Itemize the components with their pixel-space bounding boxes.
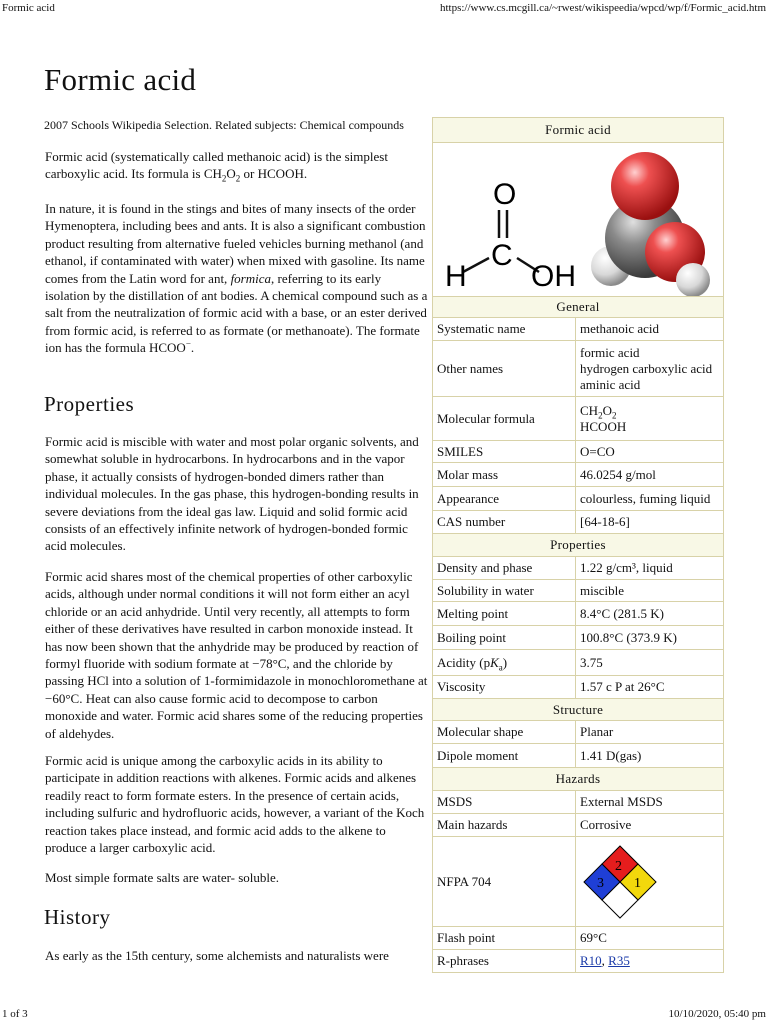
infobox-row-viscosity: Viscosity 1.57 c P at 26°C (433, 676, 723, 699)
print-footer-datetime: 10/10/2020, 05:40 pm (668, 1008, 766, 1020)
page-title: Formic acid (44, 62, 197, 97)
infobox-section-structure: Structure (433, 698, 723, 721)
infobox-row-main-hazards: Main hazards Corrosive (433, 814, 723, 837)
properties-paragraph-3: Formic acid is unique among the carboxylic acids in its ability to participate in addition reactions with alkenes. Formic acids and alkenes readily react to form formate esters. In the presence of certain acids, including sulfuric and hydrofluoric acids, however, a variant of the Koch reaction takes place instead, and formic acid adds to the alkene to produce a larger carboxylic acid. (45, 753, 425, 856)
print-header-url: https://www.cs.mcgill.ca/~rwest/wikispeedia/wpcd/wp/f/Formic_acid.htm (439, 2, 766, 14)
space-filling-model-image (583, 142, 721, 298)
heading-history: History (44, 905, 111, 929)
infobox-row-molar-mass: Molar mass 46.0254 g/mol (433, 463, 723, 487)
infobox-row-molecular-shape: Molecular shape Planar (433, 720, 723, 744)
infobox (432, 117, 724, 973)
infobox-row-cas-number: CAS number [64-18-6] (433, 511, 723, 534)
svg-text:C: C (491, 239, 513, 272)
infobox-row-solubility: Solubility in water miscible (433, 580, 723, 602)
svg-text:OH: OH (531, 260, 576, 293)
infobox-row-boiling-point: Boiling point 100.8°C (373.9 K) (433, 626, 723, 650)
svg-text:3: 3 (597, 875, 604, 891)
heading-properties: Properties (44, 392, 135, 416)
properties-paragraph-1: Formic acid is miscible with water and most polar organic solvents, and somewhat soluble in hydrocarbons. In hydrocarbons and in the vapor phase, it actually consists of hydrogen-bonded dimers rather than individual molecules. In the gas phase, this hydrogen-bonding results in severe deviations from the ideal gas law. Liquid and solid formic acid consists of an effectively infinite network of hydrogen-bonded formic acid molecules. (45, 434, 419, 554)
svg-text:2: 2 (615, 858, 622, 874)
print-header-title: Formic acid (2, 2, 55, 14)
intro-paragraph-2: In nature, it is found in the stings and bites of many insects of the order Hymenoptera, including bees and ants. It is also a significant combustion product resulting from alternative fueled vehicles burning methanol (and ethanol, if contaminated with water) when mixed with gasoline. Its name comes from the Latin word for ant, formica, referring to its early isolation by the distillation of ant bodies. A chemical compound such as a salt from the neutralization of formic acid with a base, or an ester derived from formic acid, is referred to as formate (or methanoate). The formate ion has the formula HCOO−. (45, 201, 428, 356)
svg-text:1: 1 (634, 875, 641, 891)
infobox-row-msds: MSDS External MSDS (433, 790, 723, 814)
infobox-row-dipole-moment: Dipole moment 1.41 D(gas) (433, 744, 723, 768)
infobox-row-smiles: SMILES O=CO (433, 441, 723, 463)
infobox-section-hazards: Hazards (433, 767, 723, 791)
infobox-row-appearance: Appearance colourless, fuming liquid (433, 487, 723, 511)
infobox-section-general: General (433, 296, 723, 318)
infobox-title: Formic acid (433, 117, 723, 143)
svg-text:H: H (445, 260, 467, 293)
infobox-row-flash-point: Flash point 69°C (433, 927, 723, 950)
infobox-row-acidity: Acidity $(pK_a)$ 3.75 (433, 650, 723, 676)
selection-note: 2007 Schools Wikipedia Selection. Related subjects: Chemical compounds (44, 118, 404, 132)
properties-paragraph-4: Most simple formate salts are water- soluble. (45, 870, 280, 885)
r10-link[interactable]: R10 (580, 953, 602, 968)
structural-formula-image (439, 158, 589, 298)
infobox-row-r-phrases: R-phrases R10 , R35 (433, 950, 723, 972)
r35-link[interactable]: R35 (608, 953, 630, 968)
infobox-row-melting-point: Melting point 8.4°C (281.5 K) (433, 602, 723, 626)
intro-paragraph-1: Formic acid (systematically called methanoic acid) is the simplest carboxylic acid. Its formula is $CH_2O_2$ or HCOOH. (45, 149, 388, 184)
infobox-row-other-names: Other names formic acid hydrogen carboxylic acid aminic acid (433, 341, 723, 397)
infobox-row-nfpa-704: NFPA 704 2 3 1 (433, 837, 723, 927)
infobox-section-properties: Properties (433, 533, 723, 557)
infobox-row-systematic-name: Systematic name methanoic acid (433, 317, 723, 341)
print-footer-page: 1 of 3 (2, 1008, 28, 1020)
svg-text:O: O (493, 178, 517, 211)
properties-paragraph-2: Formic acid shares most of the chemical properties of other carboxylic acids, although under normal conditions it will not form either an acyl chloride or an acid anhydride. Until very recently, all attempts to form either of these derivatives have resulted in carbon monoxide instead. It has now been shown that the anhydride may be produced by reaction of formyl fluoride with sodium formate at −78°C, and the chloride by passing HCl into a solution of 1-formimidazole in monochloromethane at −60°C. Heat can also cause formic acid to decompose to carbon monoxide and water. Formic acid shares some of the reducing properties of aldehydes. (45, 569, 428, 741)
nfpa-diamond-icon (580, 842, 660, 922)
infobox-row-density: Density and phase 1.22 g/cm³, liquid (433, 556, 723, 580)
history-paragraph-1: As early as the 15th century, some alchemists and naturalists were (45, 948, 389, 963)
infobox-row-molecular-formula: Molecular formula $CH_2O_2$ HCOOH (433, 397, 723, 441)
